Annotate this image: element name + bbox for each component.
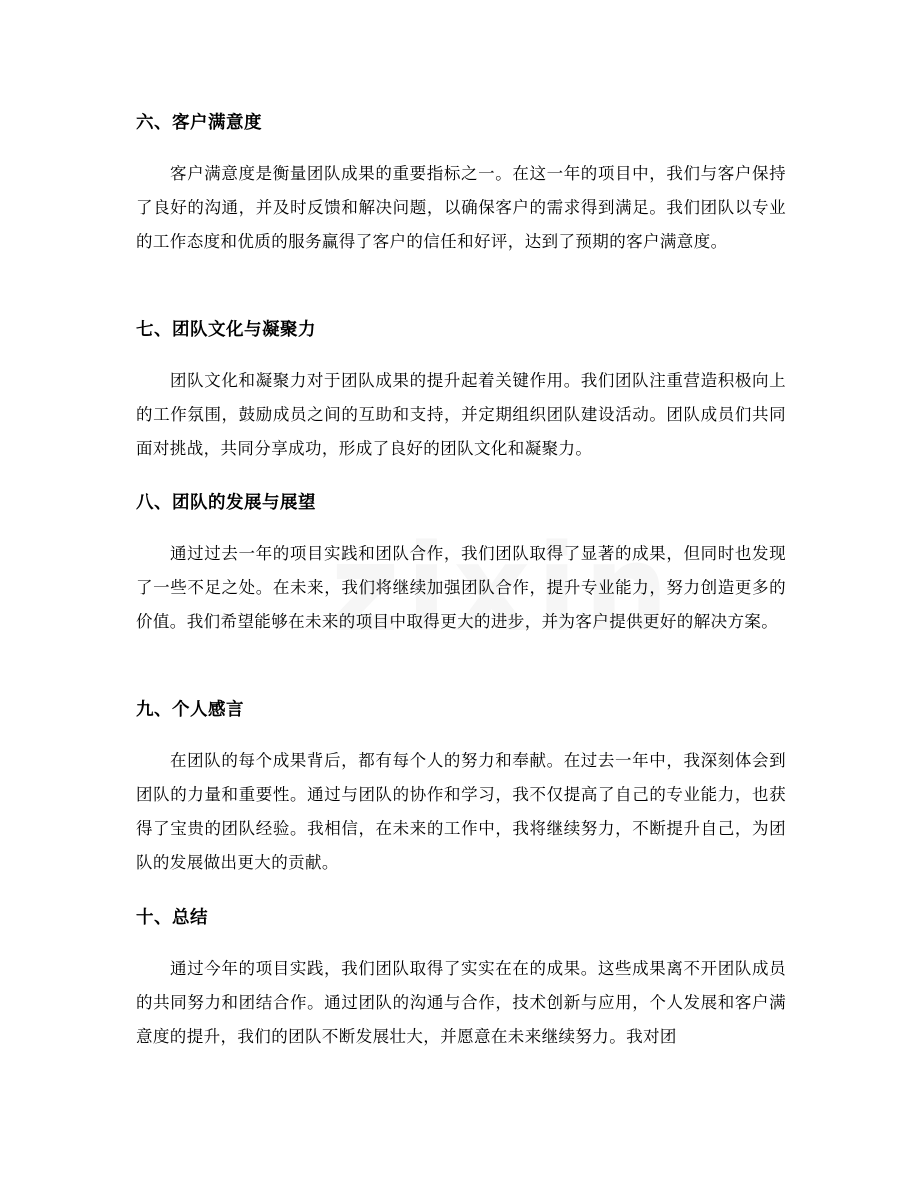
section-heading: 九、个人感言: [136, 700, 244, 720]
section-personal-thoughts: [136, 698, 786, 880]
section-paragraph: 客户满意度是衡量团队成果的重要指标之一。在这一年的项目中，我们与客户保持了良好的沟通，并及时反馈和解决问题，以确保客户的需求得到满足。我们团队以专业的工作态度和优质的服务赢得了客户的信任和好评，达到了预期的客户满意度。: [136, 164, 786, 251]
section-team-culture: [136, 318, 786, 466]
section-paragraph: 通过过去一年的项目实践和团队合作，我们团队取得了显著的成果，但同时也发现了一些不足之处。在未来，我们将继续加强团队合作，提升专业能力，努力创造更多的价值。我们希望能够在未来的项目中取得更大的进步，并为客户提供更好的解决方案。: [136, 544, 786, 631]
section-team-development: [136, 491, 786, 639]
section-heading: 六、客户满意度: [136, 113, 262, 133]
section-summary: [136, 906, 786, 1054]
section-heading: 七、团队文化与凝聚力: [136, 320, 316, 340]
section-customer-satisfaction: [136, 111, 786, 259]
section-heading: 八、团队的发展与展望: [136, 493, 316, 513]
section-paragraph: 在团队的每个成果背后，都有每个人的努力和奉献。在过去一年中，我深刻体会到团队的力量和重要性。通过与团队的协作和学习，我不仅提高了自己的专业能力，也获得了宝贵的团队经验。我相信，在未来的工作中，我将继续努力，不断提升自己，为团队的发展做出更大的贡献。: [136, 751, 786, 872]
section-paragraph: 通过今年的项目实践，我们团队取得了实实在在的成果。这些成果离不开团队成员的共同努力和团结合作。通过团队的沟通与合作，技术创新与应用，个人发展和客户满意度的提升，我们的团队不断发展壮大，并愿意在未来继续努力。我对团: [136, 959, 786, 1046]
section-paragraph: 团队文化和凝聚力对于团队成果的提升起着关键作用。我们团队注重营造积极向上的工作氛围，鼓励成员之间的互助和支持，并定期组织团队建设活动。团队成员们共同面对挑战，共同分享成功，形成了良好的团队文化和凝聚力。: [136, 371, 786, 458]
section-heading: 十、总结: [136, 908, 208, 928]
